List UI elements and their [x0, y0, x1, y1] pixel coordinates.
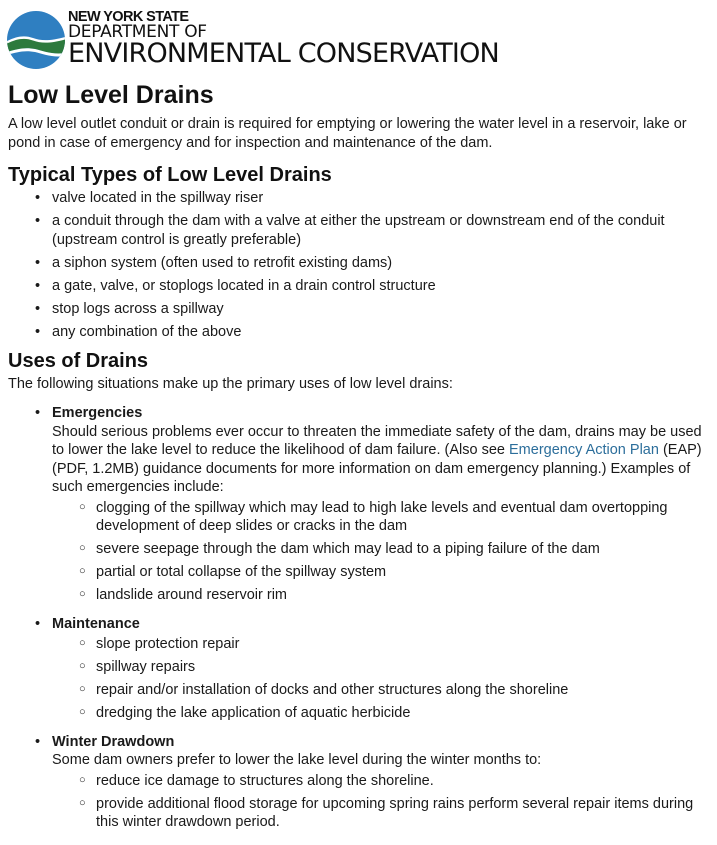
bullet-icon: •: [35, 254, 41, 271]
circle-bullet-icon: ○: [79, 565, 86, 577]
wordmark-department: DEPARTMENT OF: [68, 22, 207, 42]
bullet-icon: •: [35, 615, 41, 632]
intro-paragraph: A low level outlet conduit or drain is required for emptying or lowering the water level in a reservoir, lake or pond in case of emergency and for inspection and maintenance of the dam.: [8, 116, 687, 151]
list-item-text: a conduit through the dam with a valve at either the upstream or downstream end of the conduit (upstream control is greatly preferable): [52, 213, 665, 248]
circle-bullet-icon: ○: [79, 683, 86, 695]
list-item: [8, 323, 710, 342]
bullet-icon: •: [35, 323, 41, 340]
list-item: [8, 300, 710, 319]
emergencies-sublist: [52, 499, 710, 605]
types-list: [8, 189, 710, 341]
sublist-item-text: partial or total collapse of the spillway system: [96, 564, 387, 580]
sublist-item: [52, 499, 710, 536]
sublist-item-text: slope protection repair: [96, 636, 240, 652]
main-content: [8, 80, 710, 842]
circle-bullet-icon: ○: [79, 773, 86, 786]
list-item-text: a gate, valve, or stoplogs located in a drain control structure: [52, 277, 436, 294]
uses-intro: The following situations make up the primary uses of low level drains:: [8, 376, 453, 392]
sublist-item: [52, 681, 710, 700]
bullet-icon: •: [35, 277, 41, 294]
circle-bullet-icon: ○: [79, 542, 86, 554]
sublist-item: [52, 772, 710, 791]
sublist-item: [52, 795, 710, 832]
use-winter-drawdown: [8, 733, 710, 832]
types-heading: Typical Types of Low Level Drains: [8, 164, 332, 186]
bullet-icon: •: [35, 405, 41, 421]
emergency-action-plan-link[interactable]: Emergency Action Plan: [509, 442, 659, 458]
list-item: [8, 277, 710, 296]
sublist-item-text: provide additional flood storage for upcoming spring rains perform several repair items during this winter drawdown period.: [96, 795, 694, 830]
site-header: [7, 8, 517, 72]
winter-sublist: [52, 772, 710, 832]
list-item-text: a siphon system (often used to retrofit existing dams): [52, 254, 393, 271]
list-item-text: valve located in the spillway riser: [52, 190, 264, 206]
sublist-item: [52, 658, 710, 677]
sublist-item-text: landslide around reservoir rim: [96, 587, 287, 603]
page-title: Low Level Drains: [8, 81, 214, 109]
sublist-item-text: clogging of the spillway which may lead to high lake levels and eventual dam overtopping development of deep slides or cracks in the dam: [96, 499, 668, 534]
wordmark-state: NEW YORK STATE: [68, 9, 189, 25]
use-title: Maintenance: [52, 615, 140, 632]
sublist-item-text: spillway repairs: [96, 659, 196, 675]
list-item-text: any combination of the above: [52, 323, 242, 340]
sublist-item-text: dredging the lake application of aquatic herbicide: [96, 705, 411, 721]
list-item: [8, 254, 710, 273]
uses-heading: Uses of Drains: [8, 350, 149, 372]
emergencies-text-after: (EAP) (PDF, 1.2MB) guidance documents for more information on dam emergency planning.) Examples of such emergencies include:: [52, 442, 702, 495]
sublist-item-text: reduce ice damage to structures along the shoreline.: [96, 772, 434, 789]
maintenance-sublist: [52, 635, 710, 723]
bullet-icon: •: [35, 190, 41, 206]
winter-text: Some dam owners prefer to lower the lake level during the winter months to:: [52, 752, 542, 768]
bullet-icon: •: [35, 733, 41, 750]
sublist-item: [52, 586, 710, 605]
use-emergencies: [8, 404, 710, 605]
sublist-item: [52, 563, 710, 582]
circle-bullet-icon: ○: [79, 796, 86, 809]
sublist-item-text: severe seepage through the dam which may lead to a piping failure of the dam: [96, 541, 600, 557]
sublist-item-text: repair and/or installation of docks and other structures along the shoreline: [96, 682, 569, 698]
circle-bullet-icon: ○: [79, 706, 86, 718]
uses-list: [8, 404, 710, 832]
bullet-icon: •: [35, 213, 41, 229]
circle-bullet-icon: ○: [79, 500, 86, 513]
emergencies-text-before: Should serious problems ever occur to threaten the immediate safety of the dam, drains may be used to lower the lake level to reduce the likelihood of dam failure. (Also see: [52, 423, 702, 458]
circle-bullet-icon: ○: [79, 588, 86, 600]
list-item: [8, 189, 710, 208]
agency-wordmark[interactable]: [68, 10, 499, 68]
sublist-item: [52, 704, 710, 723]
use-maintenance: [8, 615, 710, 723]
circle-bullet-icon: ○: [79, 637, 86, 649]
sublist-item: [52, 635, 710, 654]
nys-dec-logo-icon[interactable]: [7, 11, 65, 69]
use-title: Emergencies: [52, 405, 143, 421]
circle-bullet-icon: ○: [79, 660, 86, 672]
list-item-text: stop logs across a spillway: [52, 300, 224, 317]
list-item: [8, 212, 710, 249]
use-title: Winter Drawdown: [52, 733, 175, 750]
bullet-icon: •: [35, 300, 41, 317]
wordmark-agency: ENVIRONMENTAL CONSERVATION: [68, 38, 499, 69]
sublist-item: [52, 540, 710, 559]
